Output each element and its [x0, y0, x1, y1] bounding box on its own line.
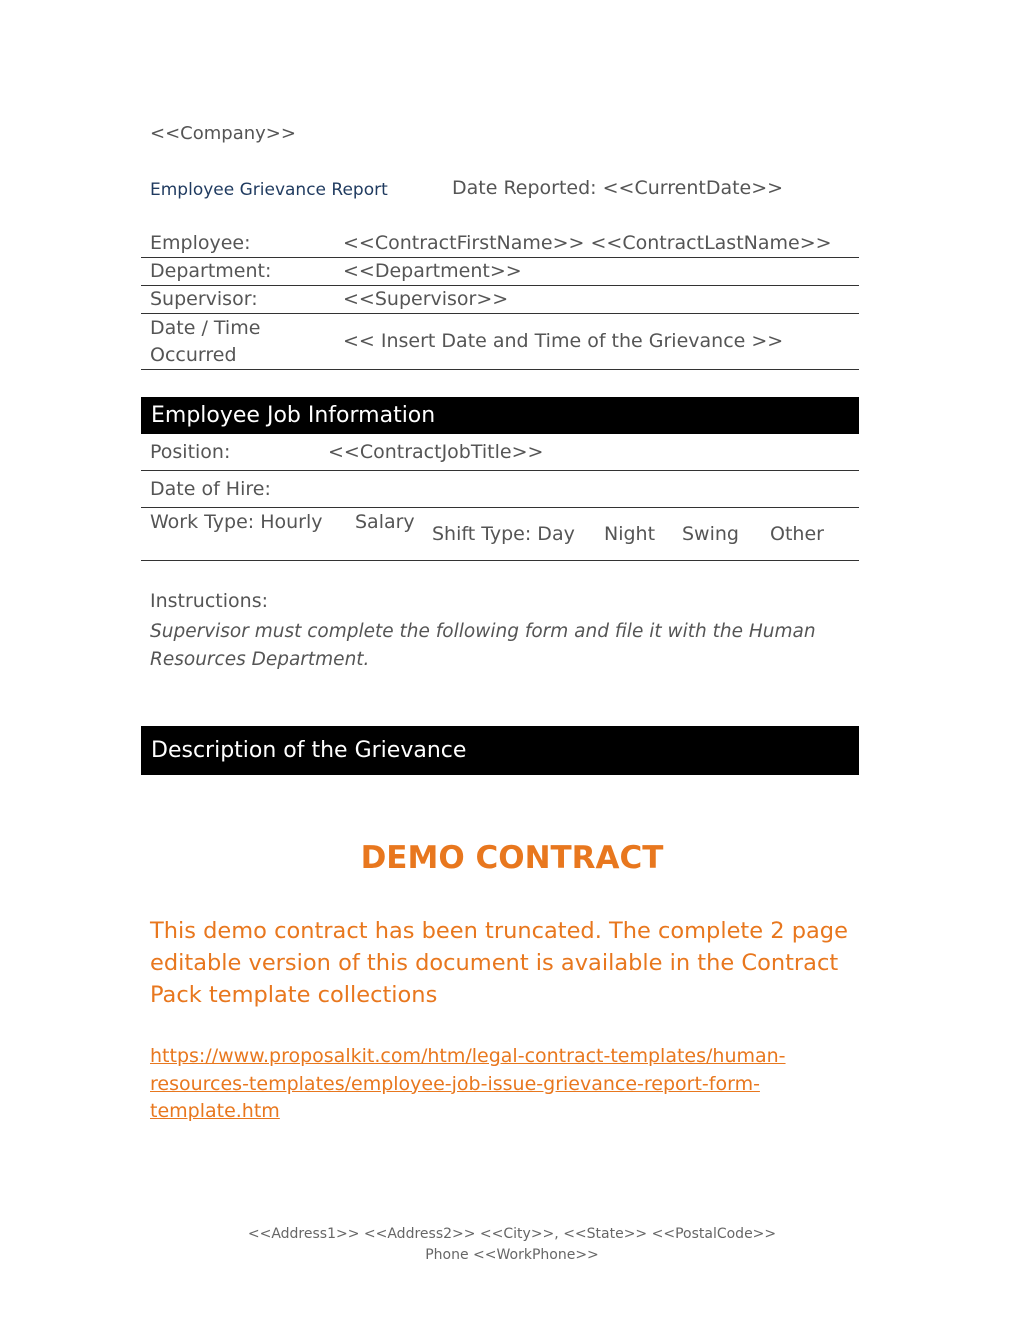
instructions-label: Instructions:: [150, 590, 268, 612]
shift-type-day: Shift Type: Day: [432, 523, 575, 545]
table-row: [141, 314, 859, 370]
demo-title: DEMO CONTRACT: [360, 840, 664, 876]
grievance-heading: Description of the Grievance: [141, 726, 859, 775]
table-row: [141, 286, 859, 314]
department-value: <<Department>>: [343, 260, 522, 282]
instructions-text: Supervisor must complete the following form and file it with the Human Resources Department.: [150, 621, 816, 670]
position-value: <<ContractJobTitle>>: [328, 441, 544, 463]
position-label: Position:: [150, 441, 231, 463]
table-row: [141, 434, 859, 471]
work-type-hourly: Work Type: Hourly: [150, 511, 323, 533]
department-label: Department:: [150, 260, 272, 282]
table-row: [141, 508, 859, 561]
footer-address: <<Address1>> <<Address2>> <<City>>, <<State>> <<PostalCode>>: [247, 1226, 777, 1242]
shift-night: Night: [604, 523, 656, 545]
footer: [0, 1224, 1024, 1266]
demo-link[interactable]: https://www.proposalkit.com/htm/legal-contract-templates/human-resources-templates/employee-job-issue-grievance-report-form-template.htm: [150, 1045, 786, 1122]
table-row: [141, 258, 859, 286]
table-row: [141, 230, 859, 258]
date-time-value: << Insert Date and Time of the Grievance >>: [343, 330, 784, 352]
supervisor-label: Supervisor:: [150, 288, 258, 310]
demo-text: This demo contract has been truncated. The complete 2 page editable version of this document is available in the Contract Pack template collections: [150, 918, 848, 1008]
shift-swing: Swing: [682, 523, 739, 545]
table-row: [141, 471, 859, 508]
footer-phone: Phone <<WorkPhone>>: [425, 1247, 599, 1263]
company-name: <<Company>>: [150, 123, 296, 144]
job-info-heading: Employee Job Information: [141, 397, 859, 434]
supervisor-value: <<Supervisor>>: [343, 288, 509, 310]
date-time-label-line2: Occurred: [150, 344, 237, 366]
report-title: Employee Grievance Report: [150, 180, 388, 200]
date-reported: Date Reported: <<CurrentDate>>: [452, 177, 784, 199]
work-type-salary: Salary: [355, 511, 415, 533]
shift-other: Other: [770, 523, 824, 545]
employee-label: Employee:: [150, 232, 251, 254]
employee-value: <<ContractFirstName>> <<ContractLastName>>: [343, 232, 832, 254]
date-time-label-line1: Date / Time: [150, 317, 261, 339]
hire-date-label: Date of Hire:: [150, 478, 271, 500]
